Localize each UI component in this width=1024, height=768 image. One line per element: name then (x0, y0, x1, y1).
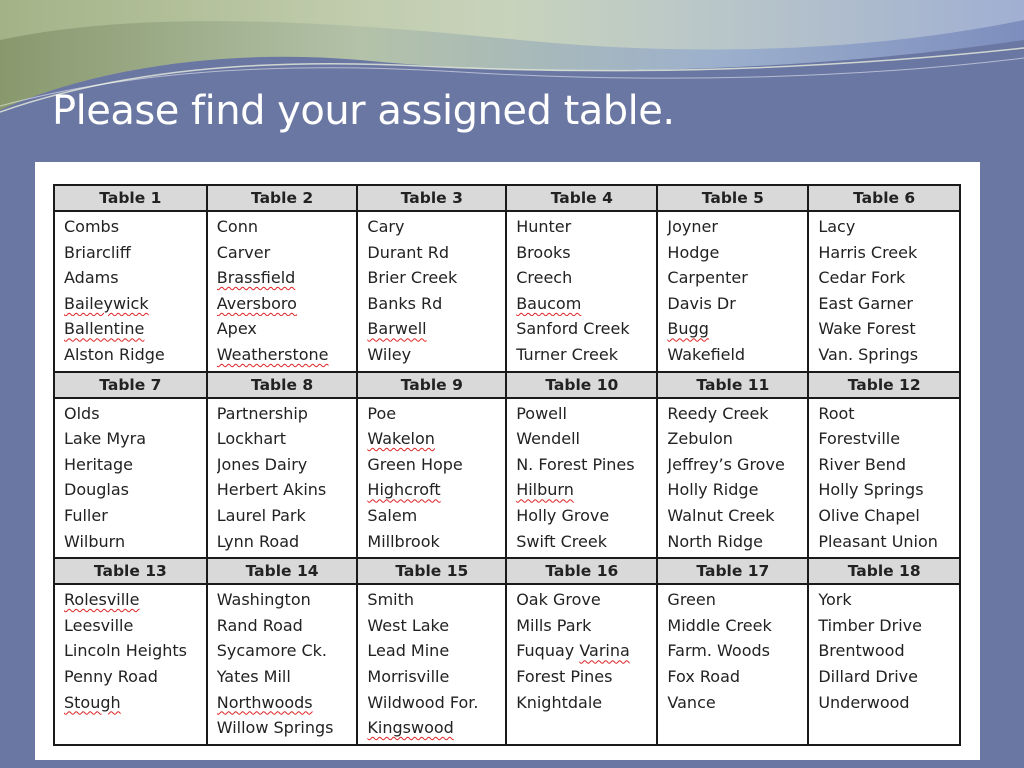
school-name: Salem (367, 505, 418, 525)
school-name: Pleasant Union (818, 531, 938, 551)
school-name: Poe (367, 403, 397, 423)
school-name: Olive Chapel (818, 505, 920, 525)
table-school-list (357, 584, 506, 745)
header-row (54, 372, 960, 398)
school-name: Apex (216, 319, 257, 339)
school-name: York (818, 590, 852, 610)
table-header: Table 4 (506, 185, 657, 211)
school-name: Rolesville (64, 590, 140, 610)
table-school-list (54, 584, 207, 745)
table-school-list (207, 584, 358, 745)
school-name: Joyner (667, 217, 718, 236)
school-name: Wildwood For. (367, 692, 479, 712)
table-school-list (657, 398, 808, 559)
school-name: Penny Road (64, 666, 158, 686)
school-name: Jones Dairy (216, 454, 308, 474)
school-name: North Ridge (667, 531, 763, 551)
school-name: Forestville (818, 429, 901, 449)
school-name: Douglas (64, 480, 129, 500)
school-name: Aversboro (216, 293, 297, 313)
school-name: Briarcliff (64, 242, 131, 262)
school-name: Farm. Woods (667, 641, 770, 661)
school-name: Hilburn (516, 480, 574, 500)
school-name: Creech (516, 268, 573, 288)
table-header: Table 15 (357, 558, 506, 584)
school-name: Sanford Creek (516, 319, 630, 339)
table-header: Table 12 (808, 372, 960, 398)
school-name: Hodge (667, 242, 720, 262)
school-name: Weatherstone (216, 344, 329, 364)
school-name (516, 715, 656, 741)
school-name: Underwood (818, 692, 910, 712)
school-row (54, 398, 960, 559)
school-name: Leesville (64, 615, 134, 635)
school-name: East Garner (818, 293, 913, 313)
school-name: Holly Grove (516, 505, 610, 525)
school-name: Powell (516, 403, 567, 423)
table-header: Table 1 (54, 185, 207, 211)
school-name: Brier Creek (367, 268, 458, 288)
school-name: Baucom (516, 293, 582, 313)
school-name: River Bend (818, 454, 906, 474)
school-name: Cedar Fork (818, 268, 906, 288)
school-name: Combs (64, 217, 120, 236)
table-school-list (357, 211, 506, 372)
school-name: N. Forest Pines (516, 454, 635, 474)
table-header: Table 9 (357, 372, 506, 398)
school-name: Harris Creek (818, 242, 918, 262)
school-name: Middle Creek (667, 615, 772, 635)
school-name: Hunter (516, 217, 572, 236)
school-name (667, 715, 807, 741)
table-school-list (506, 398, 657, 559)
table-header: Table 17 (657, 558, 808, 584)
school-name: Vance (667, 692, 716, 712)
school-name: Wake Forest (818, 319, 916, 339)
school-name: Brassfield (216, 268, 296, 288)
school-name: Wakefield (667, 344, 746, 364)
school-name: Wiley (367, 344, 412, 364)
table-assignments-grid (53, 184, 961, 746)
school-name: Conn (216, 217, 258, 236)
school-name: Smith (367, 590, 415, 610)
school-name: Green Hope (367, 454, 463, 474)
school-name: Rand Road (216, 615, 303, 635)
school-name: Timber Drive (818, 615, 922, 635)
school-name: Wakelon (367, 429, 435, 449)
school-row (54, 211, 960, 372)
school-name: Willow Springs (216, 718, 334, 738)
table-school-list (506, 584, 657, 745)
school-name: Fuquay Varina (516, 641, 630, 661)
school-name: Alston Ridge (64, 344, 165, 364)
school-name: Morrisville (367, 666, 450, 686)
school-name: Lynn Road (216, 531, 300, 551)
table-header: Table 6 (808, 185, 960, 211)
school-name: Holly Springs (818, 480, 924, 500)
table-school-list (54, 211, 207, 372)
header-row (54, 558, 960, 584)
school-name: Dillard Drive (818, 666, 918, 686)
school-row (54, 584, 960, 745)
school-name: Zebulon (667, 429, 733, 449)
school-name: Lead Mine (367, 641, 450, 661)
school-name: Brooks (516, 242, 571, 262)
school-name: Wilburn (64, 531, 126, 551)
table-school-list (357, 398, 506, 559)
table-header: Table 10 (506, 372, 657, 398)
table-school-list (657, 211, 808, 372)
school-name (64, 715, 206, 741)
school-name: Stough (64, 692, 121, 712)
school-name: Knightdale (516, 692, 603, 712)
table-school-list (54, 398, 207, 559)
school-name: West Lake (367, 615, 450, 635)
school-name: Carver (216, 242, 271, 262)
school-name: Fuller (64, 505, 108, 525)
school-name: Washington (216, 590, 311, 610)
school-name: Durant Rd (367, 242, 450, 262)
table-school-list (207, 398, 358, 559)
school-name: Lincoln Heights (64, 641, 187, 661)
school-name: Brentwood (818, 641, 905, 661)
school-name: Green (667, 590, 716, 610)
table-school-list (506, 211, 657, 372)
school-name: Herbert Akins (216, 480, 327, 500)
table-school-list (808, 211, 960, 372)
table-school-list (207, 211, 358, 372)
table-header: Table 16 (506, 558, 657, 584)
school-name: Kingswood (367, 718, 454, 738)
school-name (818, 715, 959, 741)
table-header: Table 8 (207, 372, 358, 398)
table-school-list (808, 398, 960, 559)
school-name: Davis Dr (667, 293, 736, 313)
school-name: Laurel Park (216, 505, 306, 525)
school-name: Highcroft (367, 480, 441, 500)
school-name: Root (818, 403, 855, 423)
table-header: Table 3 (357, 185, 506, 211)
header-row (54, 185, 960, 211)
table-header: Table 11 (657, 372, 808, 398)
school-name: Lacy (818, 217, 856, 236)
school-name: Olds (64, 403, 100, 423)
school-name: Lockhart (216, 429, 287, 449)
school-name: Partnership (216, 403, 308, 423)
school-name: Northwoods (216, 692, 313, 712)
school-name: Jeffrey’s Grove (667, 454, 785, 474)
school-name: Turner Creek (516, 344, 618, 364)
school-name: Banks Rd (367, 293, 443, 313)
school-name: Heritage (64, 454, 133, 474)
school-name: Walnut Creek (667, 505, 775, 525)
school-name: Sycamore Ck. (216, 641, 328, 661)
school-name: Oak Grove (516, 590, 601, 610)
school-name: Ballentine (64, 319, 145, 339)
table-header: Table 18 (808, 558, 960, 584)
school-name: Bugg (667, 319, 709, 339)
school-name: Holly Ridge (667, 480, 759, 500)
school-name: Fox Road (667, 666, 741, 686)
school-name: Adams (64, 268, 119, 288)
school-name: Swift Creek (516, 531, 607, 551)
school-name: Carpenter (667, 268, 748, 288)
school-name: Yates Mill (216, 666, 291, 686)
table-assignments-panel (35, 162, 980, 760)
table-header: Table 5 (657, 185, 808, 211)
school-name: Forest Pines (516, 666, 613, 686)
school-name: Barwell (367, 319, 427, 339)
school-name: Mills Park (516, 615, 592, 635)
table-header: Table 2 (207, 185, 358, 211)
school-name: Millbrook (367, 531, 440, 551)
school-name: Cary (367, 217, 405, 236)
school-name: Van. Springs (818, 344, 919, 364)
table-school-list (657, 584, 808, 745)
table-header: Table 13 (54, 558, 207, 584)
slide-title: Please find your assigned table. (52, 88, 675, 134)
school-name: Reedy Creek (667, 403, 769, 423)
school-name: Lake Myra (64, 429, 146, 449)
table-header: Table 14 (207, 558, 358, 584)
school-name: Baileywick (64, 293, 149, 313)
table-header: Table 7 (54, 372, 207, 398)
table-school-list (808, 584, 960, 745)
school-name: Wendell (516, 429, 580, 449)
